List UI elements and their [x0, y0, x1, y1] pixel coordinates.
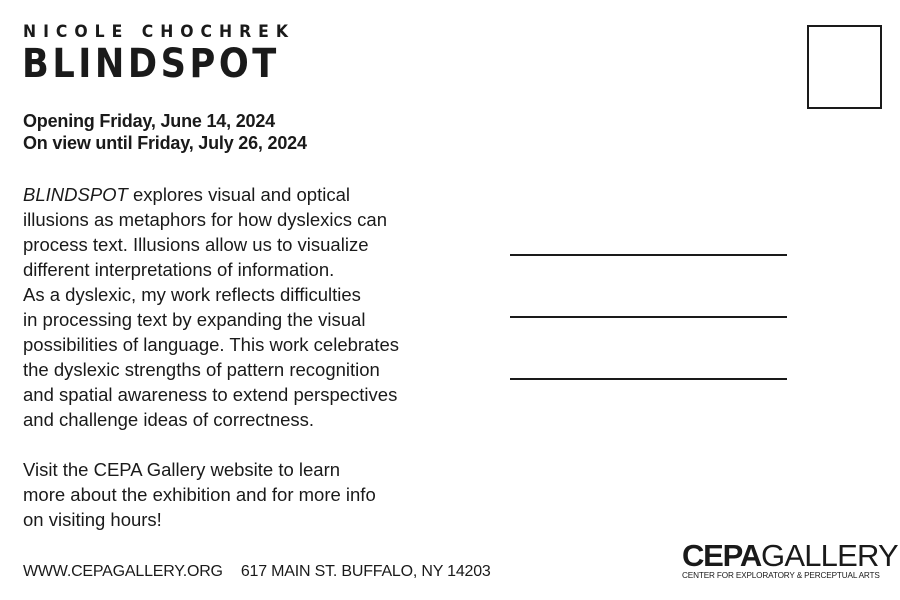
logo-wordmark — [682, 538, 898, 573]
logo-cepa: CEPA — [682, 538, 762, 573]
description-line: process text. Illusions allow us to visualize — [23, 234, 369, 255]
opening-date: Opening Friday, June 14, 2024 — [23, 111, 275, 131]
description-line: the dyslexic strengths of pattern recognition — [23, 359, 380, 380]
address-line-3 — [510, 378, 787, 380]
exhibition-description — [23, 182, 413, 432]
visit-line: more about the exhibition and for more info — [23, 484, 376, 505]
cepa-gallery-logo — [682, 538, 898, 581]
address-line-1 — [510, 254, 787, 256]
gallery-address: 617 MAIN ST. BUFFALO, NY 14203 — [240, 563, 491, 580]
description-line: illusions as metaphors for how dyslexics can — [23, 209, 387, 230]
exhibition-title: BLINDSPOT — [22, 41, 280, 87]
footer — [23, 562, 491, 582]
closing-date: On view until Friday, July 26, 2024 — [23, 133, 307, 153]
description-line: different interpretations of information. — [23, 259, 335, 280]
description-title-italic: BLINDSPOT — [23, 184, 128, 205]
description-line: and spatial awareness to extend perspectives — [23, 384, 398, 405]
description-line: in processing text by expanding the visual — [23, 309, 366, 330]
logo-gallery: GALLERY — [761, 538, 898, 573]
stamp-box — [807, 25, 882, 109]
description-line — [23, 182, 413, 207]
visit-line: on visiting hours! — [23, 509, 162, 530]
visit-line: Visit the CEPA Gallery website to learn — [23, 459, 341, 480]
address-line-2 — [510, 316, 787, 318]
website-url[interactable]: WWW.CEPAGALLERY.ORG — [23, 563, 223, 580]
exhibition-dates — [23, 110, 307, 154]
artist-name: NICOLE CHOCHREK — [23, 22, 295, 42]
description-line: possibilities of language. This work celebrates — [23, 334, 400, 355]
description-line: As a dyslexic, my work reflects difficulties — [23, 284, 361, 305]
visit-info — [23, 457, 413, 532]
description-line: and challenge ideas of correctness. — [23, 409, 315, 430]
description-line-text: explores visual and optical — [127, 184, 350, 205]
logo-tagline: CENTER FOR EXPLORATORY & PERCEPTUAL ARTS — [682, 571, 880, 580]
